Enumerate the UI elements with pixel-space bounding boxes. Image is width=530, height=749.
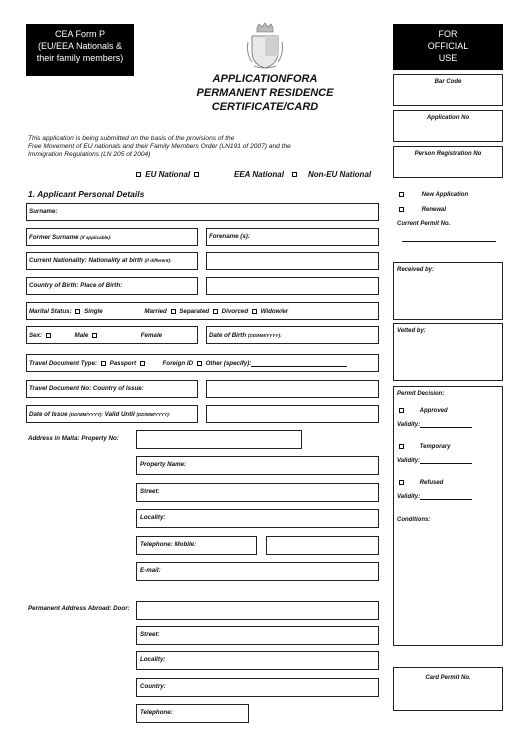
renewal-option[interactable]: Renewal	[397, 207, 446, 213]
locality2-field[interactable]: Locality:	[136, 651, 379, 670]
form-label-box	[26, 24, 134, 76]
checkbox-icon[interactable]	[252, 309, 257, 314]
travel-doc-type-field[interactable]: Travel Document Type: Passport Foreign ID Other (specify):	[26, 354, 379, 372]
approved-option[interactable]: Approved	[397, 408, 448, 414]
checkbox-icon[interactable]	[101, 361, 106, 366]
telephone-field[interactable]: Telephone: Mobile:	[136, 536, 257, 555]
checkbox-icon[interactable]	[213, 309, 218, 314]
checkbox-icon[interactable]	[136, 172, 141, 177]
malta-emblem-icon	[244, 22, 286, 70]
place-of-birth-field[interactable]	[206, 277, 379, 295]
door-field[interactable]	[136, 601, 379, 620]
checkbox-icon[interactable]	[399, 207, 404, 212]
checkbox-icon[interactable]	[399, 444, 404, 449]
nationality-option-eea[interactable]: EEA National	[234, 171, 299, 179]
valid-until-field[interactable]	[206, 405, 379, 423]
official-use-header: FOR OFFICIAL USE	[393, 24, 503, 70]
form-label-line3: their family members)	[36, 53, 124, 63]
checkbox-icon[interactable]	[171, 309, 176, 314]
checkbox-icon[interactable]	[194, 172, 199, 177]
country-of-issue-field[interactable]	[206, 380, 379, 398]
permit-decision-box: Permit Decision: Approved Validity: Temporary Validity: Refused Validity: Conditions:	[393, 386, 503, 646]
current-permit-no-line[interactable]	[402, 241, 496, 242]
nationality-option-eu[interactable]: EU National	[134, 171, 201, 179]
new-application-option[interactable]: New Application	[397, 192, 468, 198]
checkbox-icon[interactable]	[399, 192, 404, 197]
card-permit-no-box: Card Permit No.	[393, 667, 503, 711]
section1-title: 1. Applicant Personal Details	[28, 189, 145, 199]
form-title	[180, 72, 350, 114]
email-field[interactable]: E-mail:	[136, 562, 379, 581]
current-permit-no-label: Current Permit No.	[397, 221, 451, 227]
vetted-by-box: Vetted by:	[393, 323, 503, 381]
intro-line3: Immigration Regulations (LN 205 of 2004)	[28, 151, 151, 158]
country-of-birth-field[interactable]: Country of Birth: Place of Birth:	[26, 277, 198, 295]
mobile-field[interactable]	[266, 536, 379, 555]
checkbox-icon[interactable]	[399, 408, 404, 413]
title-line2: PERMANENT RESIDENCE	[196, 87, 334, 99]
dob-field[interactable]: Date of Birth (DD/MM/YYYY):	[206, 326, 379, 344]
temporary-option[interactable]: Temporary	[397, 444, 450, 450]
checkbox-icon[interactable]	[292, 172, 297, 177]
bar-code-box: Bar Code	[393, 74, 503, 106]
person-reg-no-box: Person Registration No	[393, 146, 503, 178]
forename-field[interactable]: Forename (s):	[206, 228, 379, 246]
permanent-abroad-label: Permanent Address Abroad: Door:	[28, 605, 130, 612]
former-surname-field[interactable]: Former Surname (if applicable):	[26, 228, 198, 246]
street2-field[interactable]: Street:	[136, 626, 379, 645]
property-no-field[interactable]	[136, 430, 302, 449]
title-line1: APPLICATIONFORA	[212, 73, 318, 85]
sex-field[interactable]: Sex: Male Female	[26, 326, 198, 344]
checkbox-icon[interactable]	[92, 333, 97, 338]
checkbox-icon[interactable]	[75, 309, 80, 314]
marital-status-field[interactable]: Marital Status: Single Married Separated Divorced Widow/er	[26, 302, 379, 320]
locality-field[interactable]: Locality:	[136, 509, 379, 528]
date-of-issue-field[interactable]: Date of Issue (DD/MM/YYYY): Valid Until (DD/MM/YYYY):	[26, 405, 198, 423]
form-label-line2: (EU/EEA Nationals &	[37, 41, 123, 51]
travel-doc-no-field[interactable]: Travel Document No: Country of Issue:	[26, 380, 198, 398]
telephone2-field[interactable]: Telephone:	[136, 704, 249, 723]
property-name-field[interactable]: Property Name:	[136, 456, 379, 475]
street-field[interactable]: Street:	[136, 483, 379, 502]
surname-field[interactable]: Surname:	[26, 203, 379, 221]
checkbox-icon[interactable]	[197, 361, 202, 366]
refused-option[interactable]: Refused	[397, 480, 443, 486]
intro-line1: This application is being submitted on the basis of the provisions of the	[28, 135, 235, 142]
nationality-option-noneu[interactable]: Non-EU National	[308, 170, 372, 179]
title-line3: CERTIFICATE/CARD	[211, 101, 319, 113]
current-nationality-field[interactable]: Current Nationality: Nationality at birth (if different):	[26, 252, 198, 270]
application-no-box: Application No	[393, 110, 503, 142]
intro-text	[28, 135, 368, 159]
received-by-box: Received by:	[393, 262, 503, 320]
intro-line2: Free Movement of EU nationals and their Family Members Order (LN191 of 2007) and the	[28, 143, 291, 150]
country-field[interactable]: Country:	[136, 678, 379, 697]
checkbox-icon[interactable]	[140, 361, 145, 366]
address-malta-label: Address in Malta: Property No:	[28, 435, 119, 442]
checkbox-icon[interactable]	[46, 333, 51, 338]
nationality-at-birth-field[interactable]	[206, 252, 379, 270]
checkbox-icon[interactable]	[399, 480, 404, 485]
form-label-line1: CEA Form P	[54, 29, 105, 39]
